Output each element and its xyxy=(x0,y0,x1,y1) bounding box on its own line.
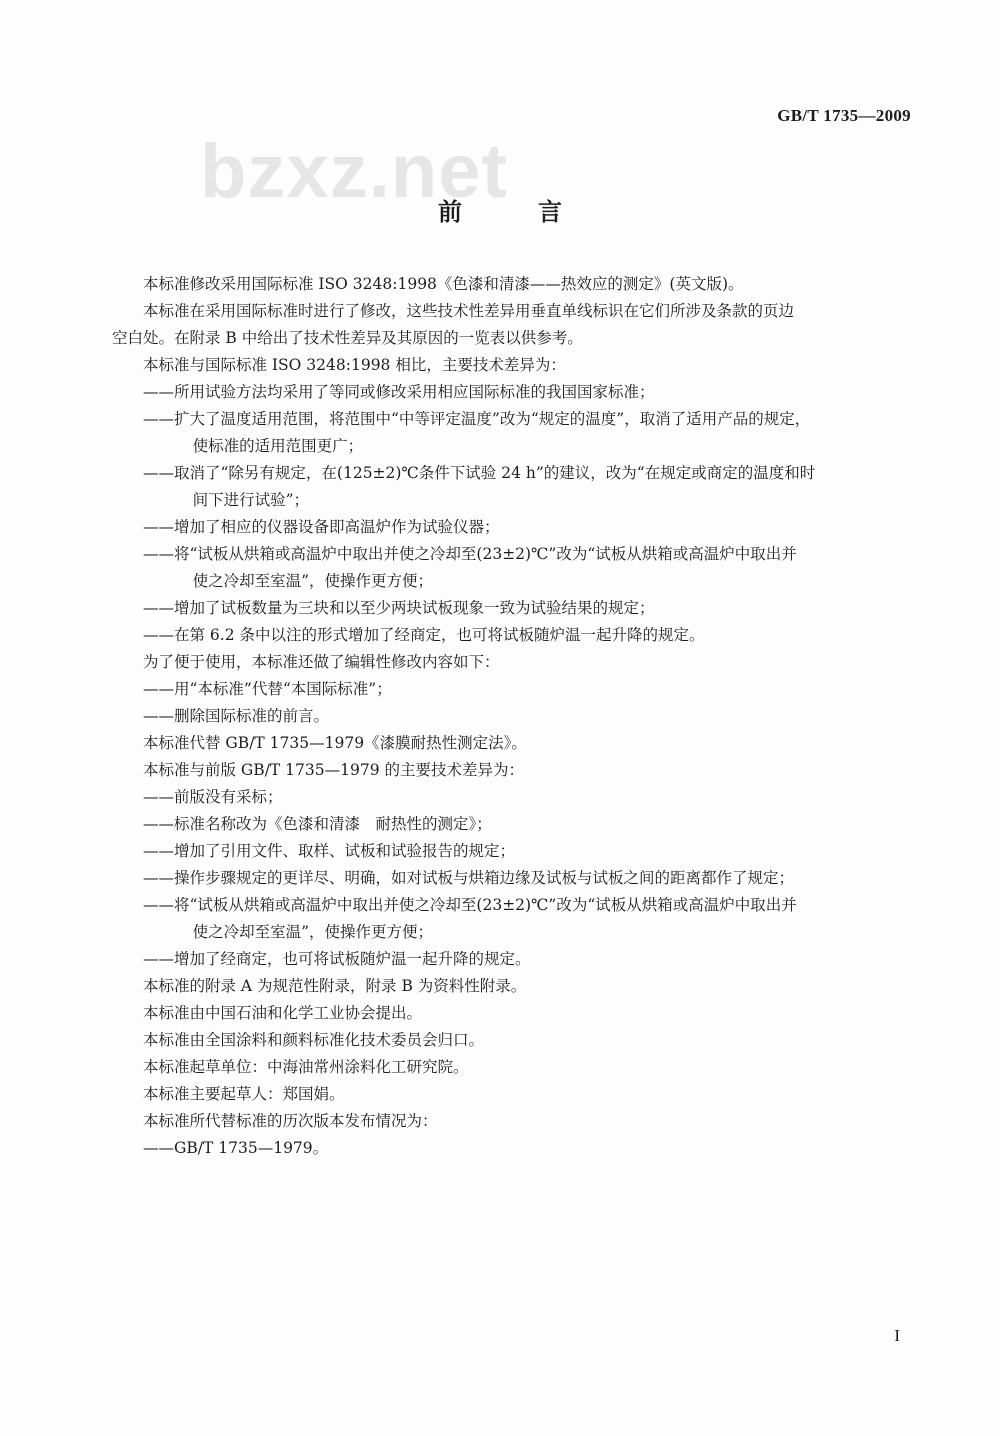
list-item-continuation: 间下进行试验”； xyxy=(192,491,310,509)
list-item: ——将“试板从烘箱或高温炉中取出并使之冷却至(23±2)℃”改为“试板从烘箱或高温炉中取出并 xyxy=(143,545,797,563)
list-item-continuation: 使标准的适用范围更广； xyxy=(192,437,364,455)
list-item-continuation: 使之冷却至室温”，使操作更方便； xyxy=(192,923,434,941)
foreword-body xyxy=(112,271,912,1162)
paragraph: 本标准在采用国际标准时进行了修改，这些技术性差异用垂直单线标识在它们所涉及条款的页边 xyxy=(143,302,795,320)
paragraph: 本标准主要起草人：郑国娟。 xyxy=(143,1085,345,1103)
list-item: ——在第 6.2 条中以注的形式增加了经商定，也可将试板随炉温一起升降的规定。 xyxy=(143,626,705,644)
paragraph: 本标准所代替标准的历次版本发布情况为： xyxy=(143,1112,438,1130)
list-item: ——增加了经商定，也可将试板随炉温一起升降的规定。 xyxy=(143,950,531,968)
paragraph-continuation: 空白处。在附录 B 中给出了技术性差异及其原因的一览表以供参考。 xyxy=(112,329,583,347)
paragraph: 本标准的附录 A 为规范性附录，附录 B 为资料性附录。 xyxy=(143,977,527,995)
list-item: ——增加了相应的仪器设备即高温炉作为试验仪器； xyxy=(143,518,500,536)
list-item: ——前版没有采标； xyxy=(143,788,283,806)
paragraph: 本标准代替 GB/T 1735—1979《漆膜耐热性测定法》。 xyxy=(143,734,527,752)
list-item: ——删除国际标准的前言。 xyxy=(143,707,330,725)
list-item: ——操作步骤规定的更详尽、明确，如对试板与烘箱边缘及试板与试板之间的距离都作了规定； xyxy=(143,869,795,887)
paragraph: 本标准修改采用国际标准 ISO 3248:1998《色漆和清漆——热效应的测定》(英文版)。 xyxy=(143,275,744,293)
paragraph: 本标准与前版 GB/T 1735—1979 的主要技术差异为： xyxy=(143,761,525,779)
page-title: 前 言 xyxy=(438,198,588,226)
watermark: bzxz.net xyxy=(200,129,508,214)
list-item: ——取消了“除另有规定，在(125±2)℃条件下试验 24 h”的建议，改为“在规定或商定的温度和时 xyxy=(143,464,816,482)
paragraph: 本标准与国际标准 ISO 3248:1998 相比，主要技术差异为： xyxy=(143,356,566,374)
paragraph: 本标准起草单位：中海油常州涂料化工研究院。 xyxy=(143,1058,469,1076)
list-item: ——用“本标准”代替“本国际标准”； xyxy=(143,680,392,698)
paragraph: 本标准由中国石油和化学工业协会提出。 xyxy=(143,1004,423,1022)
list-item: ——增加了试板数量为三块和以至少两块试板现象一致为试验结果的规定； xyxy=(143,599,655,617)
list-item-continuation: 使之冷却至室温”，使操作更方便； xyxy=(192,572,434,590)
page-number: I xyxy=(894,1326,900,1345)
paragraph: 为了便于使用，本标准还做了编辑性修改内容如下： xyxy=(143,653,500,671)
list-item: ——所用试验方法均采用了等同或修改采用相应国际标准的我国国家标准； xyxy=(143,383,655,401)
standard-number: GB/T 1735—2009 xyxy=(777,106,911,125)
paragraph: 本标准由全国涂料和颜料标准化技术委员会归口。 xyxy=(143,1031,485,1049)
list-item: ——GB/T 1735—1979。 xyxy=(143,1139,329,1157)
list-item: ——标准名称改为《色漆和清漆 耐热性的测定》； xyxy=(143,815,492,833)
list-item: ——将“试板从烘箱或高温炉中取出并使之冷却至(23±2)℃”改为“试板从烘箱或高温炉中取出并 xyxy=(143,896,797,914)
list-item: ——扩大了温度适用范围，将范围中“中等评定温度”改为“规定的温度”，取消了适用产品的规定， xyxy=(143,410,811,428)
list-item: ——增加了引用文件、取样、试板和试验报告的规定； xyxy=(143,842,516,860)
